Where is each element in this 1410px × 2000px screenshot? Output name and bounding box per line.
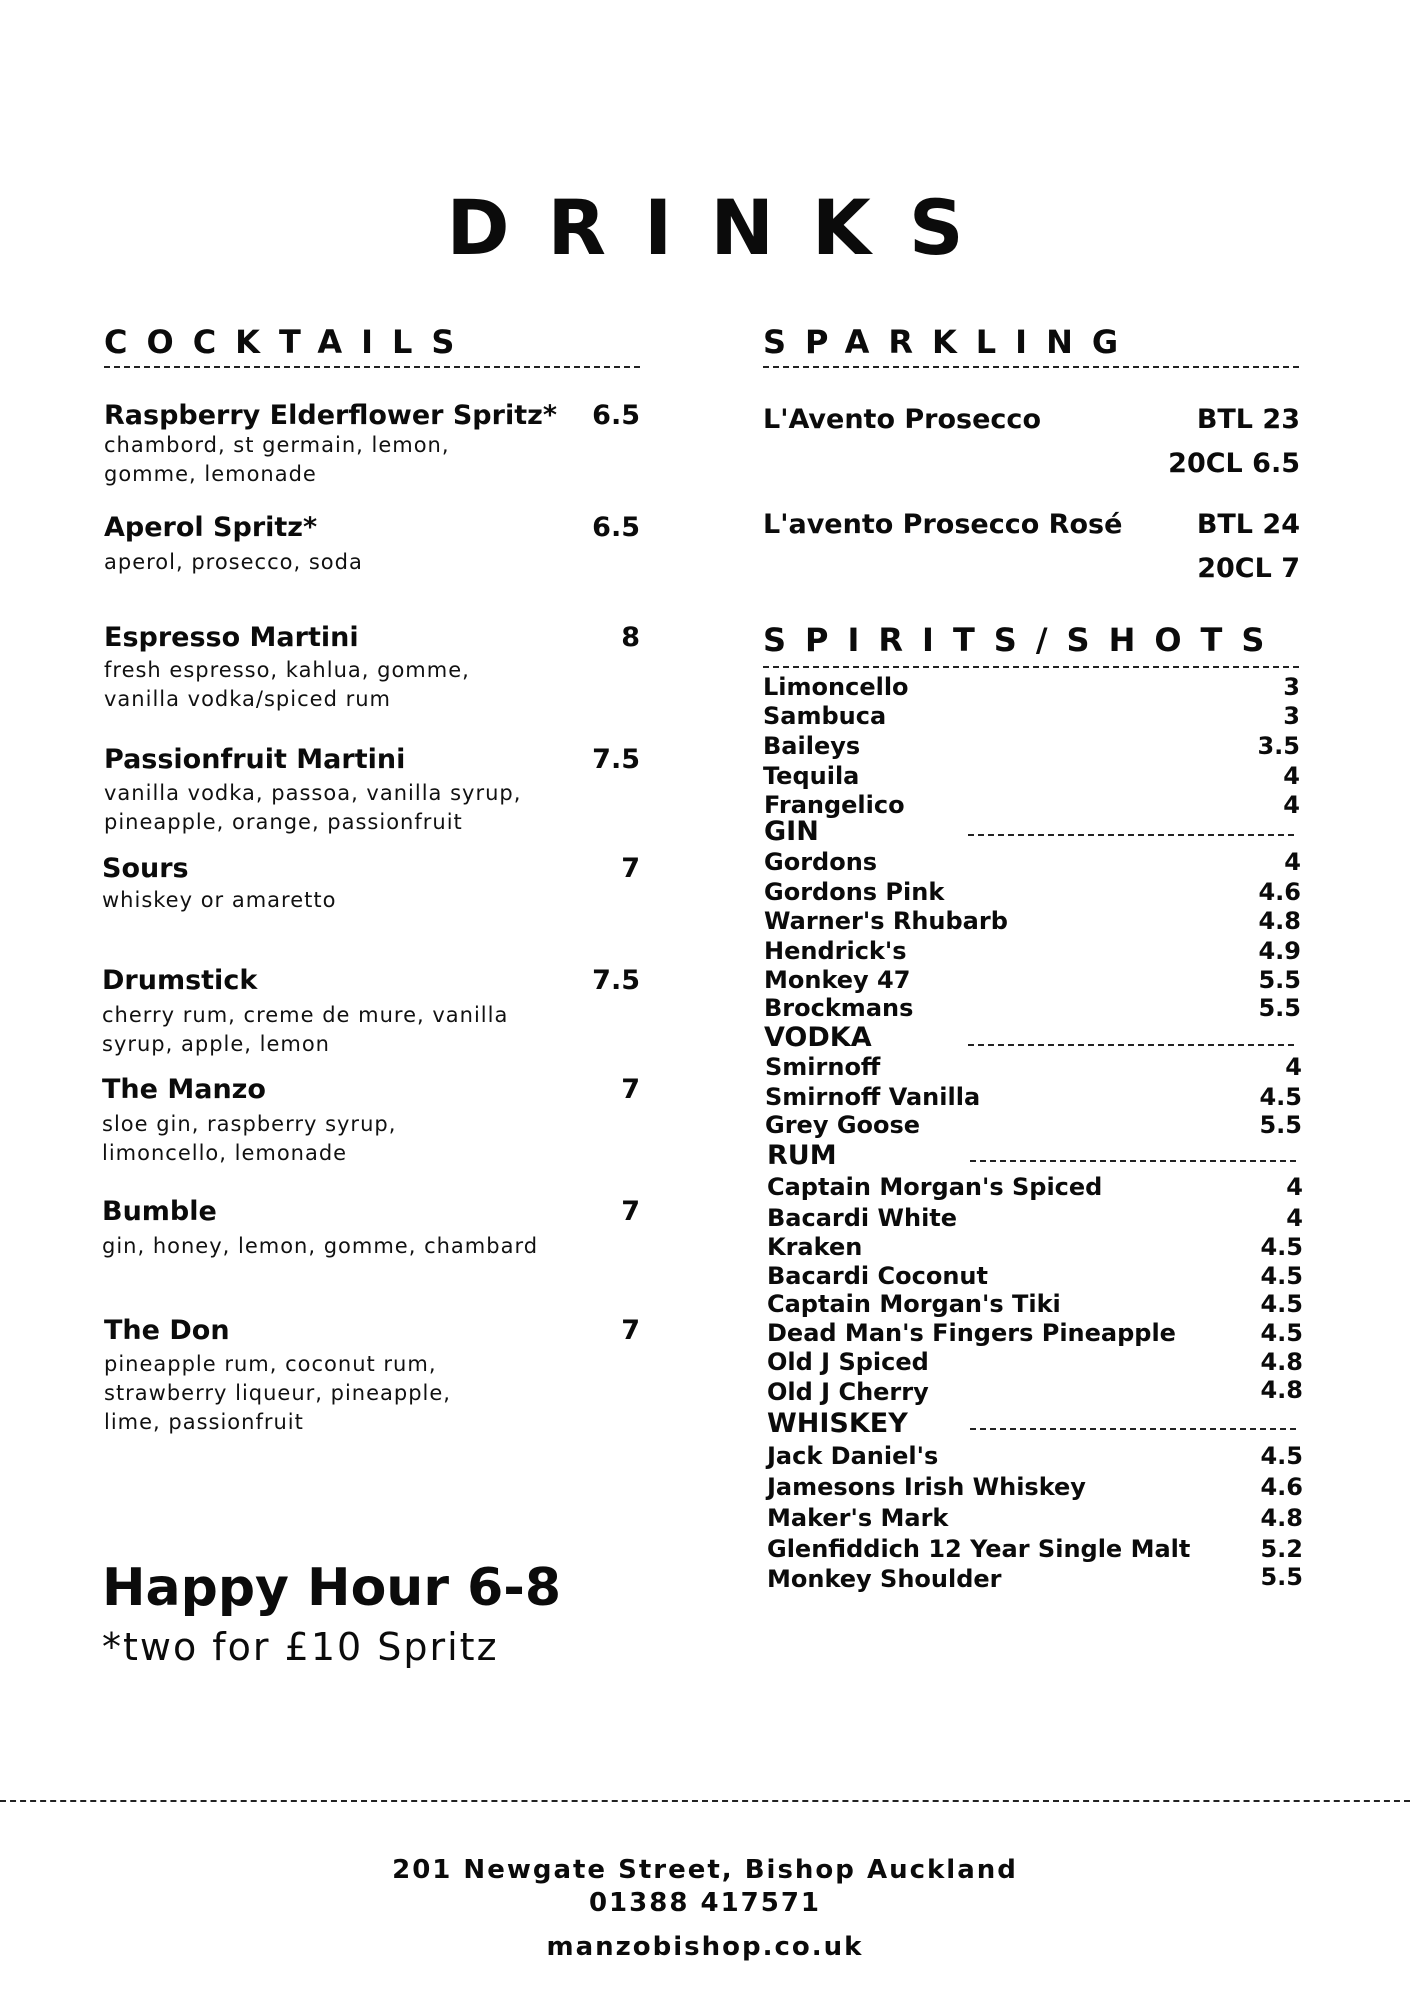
spirit-price: 4.6 bbox=[1258, 878, 1301, 906]
cocktail-price: 7 bbox=[621, 853, 640, 884]
cocktail-price: 7 bbox=[621, 1074, 640, 1105]
spirit-price: 4.5 bbox=[1260, 1233, 1303, 1261]
spirit-price: 4 bbox=[1285, 1053, 1302, 1081]
cocktail-desc: strawberry liqueur, pineapple, bbox=[104, 1381, 451, 1405]
spirit-price: 3.5 bbox=[1257, 732, 1300, 760]
spirit-name: Baileys bbox=[763, 732, 861, 760]
spirit-name: Maker's Mark bbox=[767, 1504, 949, 1532]
spirit-name: Captain Morgan's Spiced bbox=[767, 1173, 1103, 1201]
spirit-price: 4.5 bbox=[1260, 1262, 1303, 1290]
happy-hour-note: *two for £10 Spritz bbox=[102, 1625, 499, 1669]
cocktail-desc: whiskey or amaretto bbox=[102, 888, 337, 912]
cocktail-desc: cherry rum, creme de mure, vanilla bbox=[102, 1003, 509, 1027]
cocktail-desc: pineapple, orange, passionfruit bbox=[104, 810, 463, 834]
cocktail-desc: vanilla vodka, passoa, vanilla syrup, bbox=[104, 781, 522, 805]
spirit-name: Gordons bbox=[764, 848, 878, 876]
spirit-name: Warner's Rhubarb bbox=[764, 907, 1008, 935]
spirit-name: Jack Daniel's bbox=[767, 1442, 939, 1470]
spirit-price: 5.5 bbox=[1258, 994, 1301, 1022]
cocktail-price: 7 bbox=[621, 1315, 640, 1346]
cocktail-desc: gomme, lemonade bbox=[104, 462, 317, 486]
footer-address: 201 Newgate Street, Bishop Auckland bbox=[392, 1855, 1018, 1885]
cocktail-price: 8 bbox=[621, 622, 640, 653]
cocktail-price: 6.5 bbox=[592, 512, 640, 543]
category-gin: GIN bbox=[764, 816, 819, 847]
spirit-price: 4 bbox=[1283, 762, 1300, 790]
category-divider bbox=[968, 834, 1294, 836]
category-divider bbox=[968, 1044, 1294, 1046]
cocktail-name: Raspberry Elderflower Spritz* bbox=[104, 400, 557, 431]
cocktail-name: Passionfruit Martini bbox=[104, 744, 406, 775]
happy-hour-title: Happy Hour 6-8 bbox=[102, 1558, 562, 1618]
sparkling-bottle-price: BTL 24 bbox=[1196, 509, 1300, 540]
spirit-name: Captain Morgan's Tiki bbox=[767, 1290, 1061, 1318]
cocktail-desc: aperol, prosecco, soda bbox=[104, 550, 363, 574]
spirit-name: Glenfiddich 12 Year Single Malt bbox=[767, 1535, 1191, 1563]
spirit-price: 5.5 bbox=[1260, 1563, 1303, 1591]
category-rum: RUM bbox=[767, 1140, 837, 1171]
sparkling-name: L'avento Prosecco Rosé bbox=[763, 509, 1123, 540]
cocktail-name: Sours bbox=[102, 853, 189, 884]
spirit-name: Dead Man's Fingers Pineapple bbox=[767, 1319, 1176, 1347]
spirit-price: 4 bbox=[1286, 1204, 1303, 1232]
spirit-name: Grey Goose bbox=[765, 1111, 921, 1139]
cocktail-name: The Manzo bbox=[102, 1074, 266, 1105]
sparkling-glass-price: 20CL 7 bbox=[1197, 553, 1300, 584]
spirit-price: 4.6 bbox=[1260, 1473, 1303, 1501]
cocktails-heading: COCKTAILS bbox=[104, 323, 474, 361]
cocktail-desc: lime, passionfruit bbox=[104, 1410, 304, 1434]
spirit-price: 5.5 bbox=[1258, 966, 1301, 994]
spirit-price: 4.5 bbox=[1259, 1083, 1302, 1111]
spirit-price: 5.2 bbox=[1260, 1535, 1303, 1563]
spirit-price: 4 bbox=[1286, 1173, 1303, 1201]
spirit-price: 5.5 bbox=[1259, 1111, 1302, 1139]
footer-phone: 01388 417571 bbox=[588, 1888, 822, 1918]
cocktail-desc: chambord, st germain, lemon, bbox=[104, 433, 450, 457]
spirit-price: 4.8 bbox=[1260, 1504, 1303, 1532]
cocktail-desc: gin, honey, lemon, gomme, chambard bbox=[102, 1234, 539, 1258]
cocktail-desc: limoncello, lemonade bbox=[102, 1141, 348, 1165]
category-divider bbox=[970, 1428, 1296, 1430]
cocktail-name: Espresso Martini bbox=[104, 622, 359, 653]
footer-divider bbox=[0, 1800, 1410, 1802]
spirit-name: Bacardi Coconut bbox=[767, 1262, 988, 1290]
spirit-name: Gordons Pink bbox=[764, 878, 945, 906]
cocktail-name: Bumble bbox=[102, 1196, 217, 1227]
cocktail-desc: vanilla vodka/spiced rum bbox=[104, 687, 391, 711]
sparkling-divider bbox=[763, 366, 1299, 368]
sparkling-glass-price: 20CL 6.5 bbox=[1168, 448, 1300, 479]
cocktails-divider bbox=[104, 366, 640, 368]
cocktail-price: 7.5 bbox=[592, 965, 640, 996]
footer-website: manzobishop.co.uk bbox=[546, 1932, 864, 1962]
spirit-name: Monkey Shoulder bbox=[767, 1565, 1002, 1593]
spirit-price: 4.5 bbox=[1260, 1290, 1303, 1318]
spirit-name: Jamesons Irish Whiskey bbox=[767, 1473, 1086, 1501]
spirit-price: 4 bbox=[1283, 791, 1300, 819]
spirit-price: 4.9 bbox=[1258, 937, 1301, 965]
cocktail-desc: sloe gin, raspberry syrup, bbox=[102, 1112, 397, 1136]
cocktail-desc: fresh espresso, kahlua, gomme, bbox=[104, 658, 470, 682]
spirit-price: 4.5 bbox=[1260, 1319, 1303, 1347]
spirit-name: Smirnoff Vanilla bbox=[765, 1083, 981, 1111]
spirit-price: 4.8 bbox=[1258, 907, 1301, 935]
spirits-divider bbox=[763, 666, 1299, 668]
spirit-name: Smirnoff bbox=[765, 1053, 881, 1081]
spirit-name: Bacardi White bbox=[767, 1204, 958, 1232]
spirit-name: Brockmans bbox=[764, 994, 914, 1022]
cocktail-name: Drumstick bbox=[102, 965, 258, 996]
sparkling-heading: SPARKLING bbox=[763, 323, 1138, 361]
spirit-price: 4.8 bbox=[1260, 1376, 1303, 1404]
sparkling-name: L'Avento Prosecco bbox=[763, 404, 1041, 435]
category-whiskey: WHISKEY bbox=[767, 1408, 908, 1439]
spirit-name: Limoncello bbox=[763, 673, 909, 701]
spirit-name: Old J Cherry bbox=[767, 1378, 929, 1406]
spirit-name: Tequila bbox=[763, 762, 860, 790]
cocktail-price: 6.5 bbox=[592, 400, 640, 431]
spirit-name: Hendrick's bbox=[764, 937, 907, 965]
spirit-price: 4.5 bbox=[1260, 1442, 1303, 1470]
spirit-name: Frangelico bbox=[764, 791, 905, 819]
category-divider bbox=[970, 1160, 1296, 1162]
cocktail-name: Aperol Spritz* bbox=[104, 512, 318, 543]
cocktail-desc: pineapple rum, coconut rum, bbox=[104, 1352, 437, 1376]
spirits-heading: SPIRITS/SHOTS bbox=[763, 621, 1284, 659]
spirit-price: 4.8 bbox=[1260, 1348, 1303, 1376]
spirit-price: 3 bbox=[1283, 702, 1300, 730]
cocktail-desc: syrup, apple, lemon bbox=[102, 1032, 330, 1056]
spirit-name: Kraken bbox=[767, 1233, 863, 1261]
cocktail-price: 7.5 bbox=[592, 744, 640, 775]
page-title: DRINKS bbox=[446, 183, 1002, 272]
category-vodka: VODKA bbox=[764, 1022, 872, 1053]
cocktail-price: 7 bbox=[621, 1196, 640, 1227]
spirit-price: 3 bbox=[1283, 673, 1300, 701]
cocktail-name: The Don bbox=[104, 1315, 230, 1346]
spirit-name: Sambuca bbox=[763, 702, 887, 730]
spirit-name: Old J Spiced bbox=[767, 1348, 929, 1376]
sparkling-bottle-price: BTL 23 bbox=[1196, 404, 1300, 435]
spirit-price: 4 bbox=[1284, 848, 1301, 876]
spirit-name: Monkey 47 bbox=[764, 966, 911, 994]
